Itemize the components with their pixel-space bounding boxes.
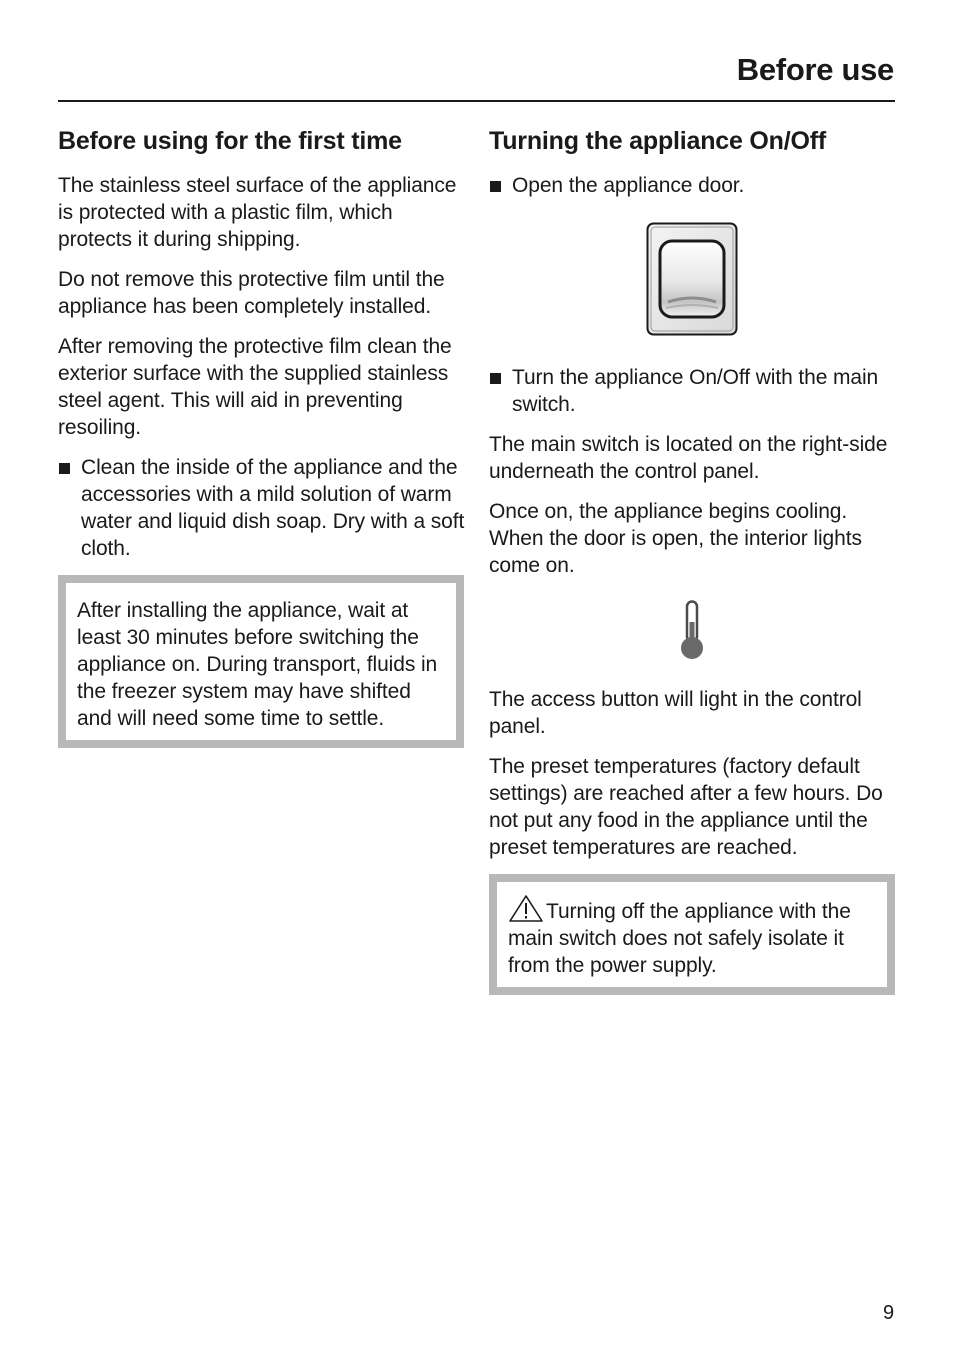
bullet-square-icon xyxy=(490,181,501,192)
open-door-bullet xyxy=(489,172,897,199)
page-section-title: Before use xyxy=(736,52,894,87)
cleaning-bullet-text: Clean the inside of the appliance and the accessories with a mild solution of warm water and liquid dish soap. Dry with a soft cloth. xyxy=(81,456,465,560)
first-use-heading: Before using for the first time xyxy=(58,127,402,155)
main-switch-bullet xyxy=(489,364,897,418)
first-use-paragraph-1: The stainless steel surface of the appliance is protected with a plastic film, which protects it during shipping. xyxy=(58,174,457,251)
main-switch-warning-text: Turning off the appliance with the main switch does not safely isolate it from the power supply. xyxy=(508,900,851,977)
left-column xyxy=(58,122,466,748)
header-divider xyxy=(58,100,895,102)
bullet-square-icon xyxy=(59,463,70,474)
on-off-heading: Turning the appliance On/Off xyxy=(489,127,826,155)
main-switch-icon xyxy=(646,222,738,336)
cooling-paragraph: Once on, the appliance begins cooling. When the door is open, the interior lights come on. xyxy=(489,500,862,577)
right-column xyxy=(489,122,897,995)
main-switch-warning-box xyxy=(489,874,895,995)
first-use-paragraph-2: Do not remove this protective film until the appliance has been completely installed. xyxy=(58,268,445,318)
cleaning-bullet xyxy=(58,454,466,562)
page-number: 9 xyxy=(883,1302,895,1324)
main-switch-figure xyxy=(489,212,895,338)
preset-temperatures-paragraph: The preset temperatures (factory default settings) are reached after a few hours. Do not put any food in the appliance until the preset temperatures are reached. xyxy=(489,755,883,859)
settle-time-notice-box xyxy=(58,575,464,748)
bullet-square-icon xyxy=(490,373,501,384)
switch-location-paragraph: The main switch is located on the right-side underneath the control panel. xyxy=(489,433,888,483)
main-switch-bullet-text: Turn the appliance On/Off with the main switch. xyxy=(512,366,879,416)
settle-time-notice-text: After installing the appliance, wait at least 30 minutes before switching the appliance on. During transport, fluids in the freezer system may have shifted and will need some time to settle. xyxy=(77,599,438,730)
thermometer-icon xyxy=(678,600,706,662)
access-button-paragraph: The access button will light in the control panel. xyxy=(489,688,862,738)
first-use-paragraph-3: After removing the protective film clean the exterior surface with the supplied stainless steel agent. This will aid in preventing resoiling. xyxy=(58,335,452,439)
thermometer-figure xyxy=(489,592,895,672)
warning-triangle-icon xyxy=(508,894,544,922)
open-door-bullet-text: Open the appliance door. xyxy=(512,174,745,197)
